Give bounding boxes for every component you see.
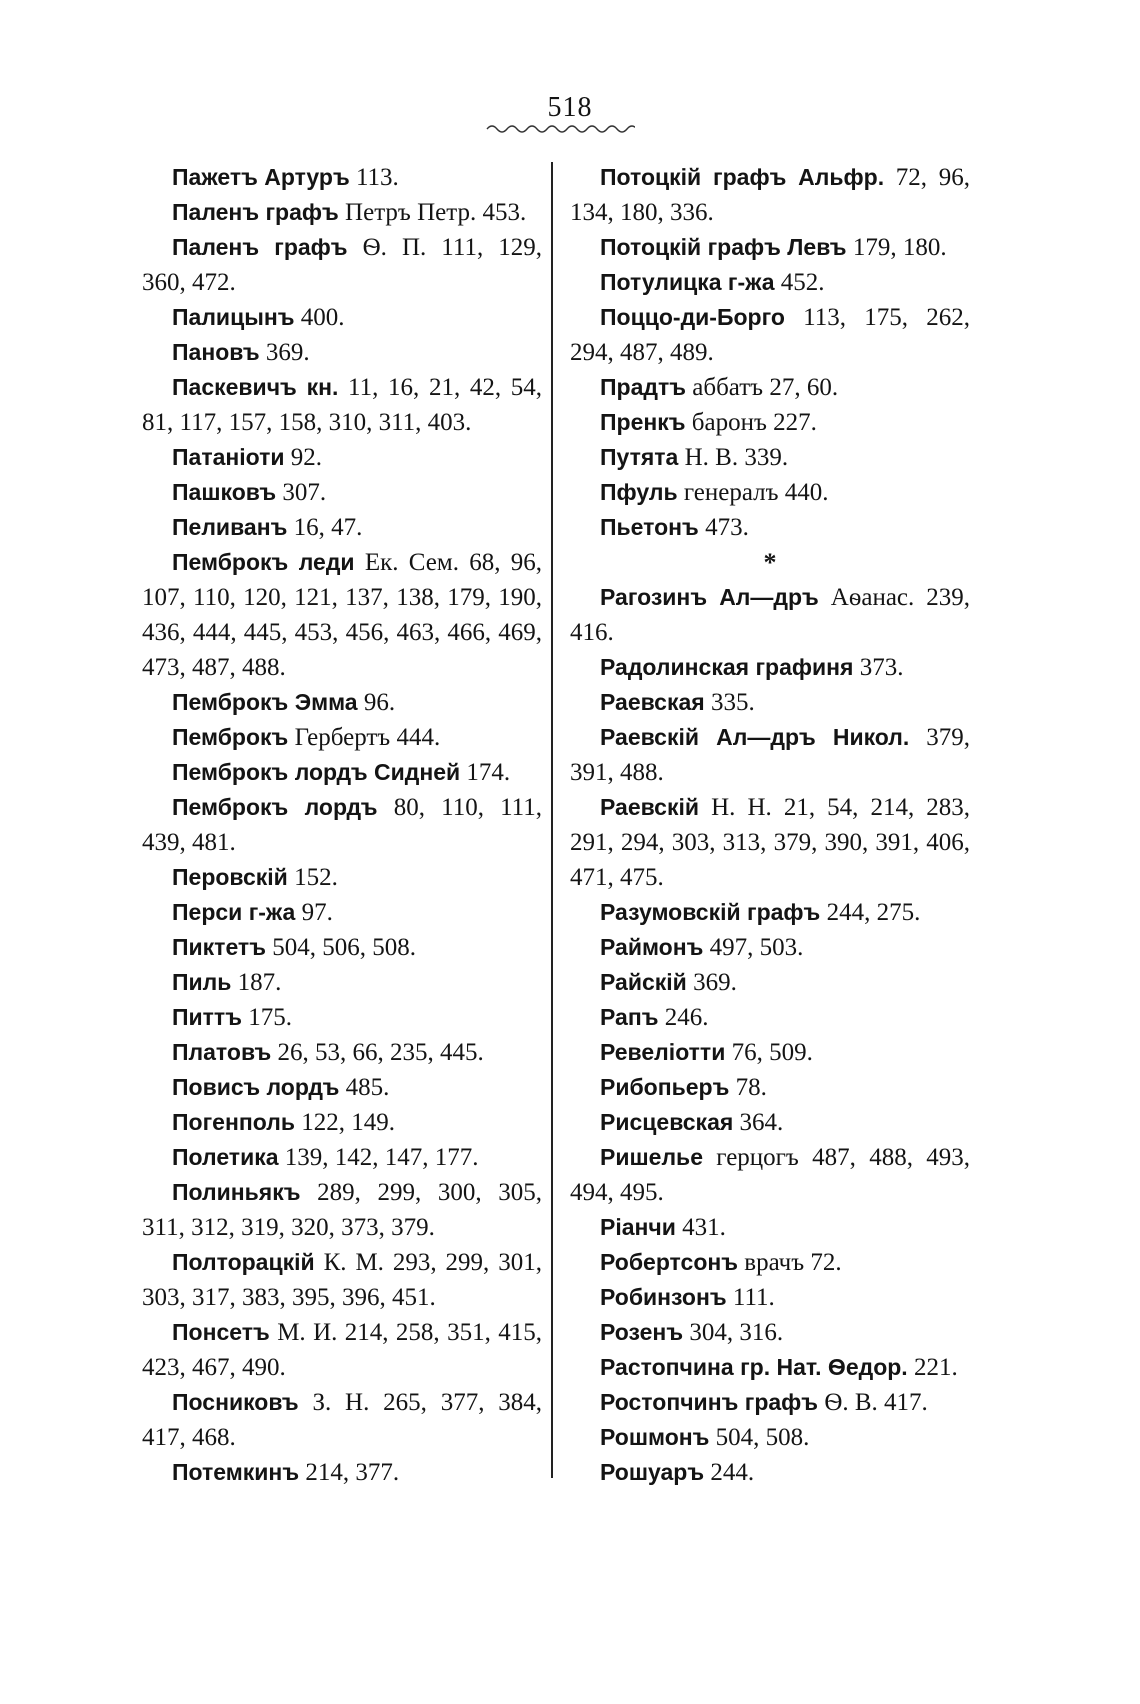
entry-pages: 485. [339,1074,390,1101]
entry-name: Потоцкій графъ Левъ [600,234,847,260]
index-entry [142,790,542,860]
entry-name: Прадтъ [600,374,687,400]
entry-name: Полиньякъ [172,1179,301,1205]
entry-name: Посниковъ [172,1389,299,1415]
entry-name: Путята [600,444,679,470]
entry-name: Погенполь [172,1109,295,1135]
entry-name: Рошмонъ [600,1424,710,1450]
index-entry [142,370,542,440]
index-entry [142,1315,542,1385]
entry-pages: 504, 506, 508. [265,934,416,961]
index-entry [570,405,970,440]
index-entry [142,965,542,1000]
entry-pages: 111. [726,1284,775,1311]
entry-pages: 152. [287,864,338,891]
index-entry [570,510,970,545]
index-entry [570,790,970,895]
entry-name: Пемброкъ [172,724,289,750]
index-column-right [570,160,970,1490]
index-entry [142,510,542,545]
entry-pages: 96. [357,689,396,716]
entry-pages: генералъ 440. [677,479,829,506]
entry-pages: 122, 149. [294,1109,395,1136]
index-entry [570,1245,970,1280]
index-entry [142,755,542,790]
entry-pages: 113. [349,164,399,191]
entry-name: Разумовскій графъ [600,899,821,925]
entry-name: Паленъ графъ [172,234,348,260]
entry-name: Раевская [600,689,705,715]
index-entry [570,440,970,475]
index-entry [570,160,970,230]
entry-pages: Н. Н. 21, 54, 214, 283, 291, 294, 303, 313, 379, 390, 391, 406, 471, 475. [570,794,970,891]
entry-pages: Гербертъ 444. [288,724,441,751]
entry-name: Питтъ [172,1004,242,1030]
index-entry [570,370,970,405]
index-entry [142,160,542,195]
entry-name: Пемброкъ леди [172,549,355,575]
index-entry [142,1140,542,1175]
index-entry [142,1105,542,1140]
entry-pages: 221. [907,1354,958,1381]
entry-pages: 497, 503. [703,934,804,961]
entry-name: Райскій [600,969,687,995]
entry-name: Патаніоти [172,444,285,470]
entry-pages: 246. [658,1004,709,1031]
index-entry [142,230,542,300]
entry-pages: Н. В. 339. [678,444,789,471]
entry-pages: 179, 180. [846,234,947,261]
entry-pages: М. И. 214, 258, 351, 415, 423, 467, 490. [142,1319,542,1381]
index-entry [570,720,970,790]
index-entry [142,1175,542,1245]
entry-pages: 304, 316. [683,1319,784,1346]
entry-name: Пановъ [172,339,260,365]
entry-name: Пемброкъ лордъ Сидней [172,759,461,785]
entry-name: Рапъ [600,1004,659,1030]
entry-name: Потемкинъ [172,1459,300,1485]
entry-pages: 97. [295,899,333,926]
index-entry [570,1315,970,1350]
entry-pages: аббатъ 27, 60. [686,374,839,401]
entry-pages: Аѳанас. 239, 416. [570,584,970,646]
index-entry [570,580,970,650]
entry-name: Ріанчи [600,1214,676,1240]
entry-pages: 139, 142, 147, 177. [278,1144,479,1171]
entry-name: Рибопьеръ [600,1074,730,1100]
entry-name: Рисцевская [600,1109,734,1135]
entry-pages: 80, 110, 111, 439, 481. [142,794,543,856]
entry-name: Рагозинъ Ал—дръ [600,584,819,610]
entry-name: Полетика [172,1144,279,1170]
entry-name: Поццо-ди-Борго [600,304,785,330]
index-entry [142,335,542,370]
entry-name: Рошуаръ [600,1459,705,1485]
index-entry [570,1280,970,1315]
entry-pages: 11, 16, 21, 42, 54, 81, 117, 157, 158, 310, 311, 403. [142,374,542,436]
entry-pages: 214, 377. [299,1459,400,1486]
entry-pages: 335. [704,689,755,716]
entry-pages: 113, 175, 262, 294, 487, 489. [570,304,970,366]
index-entry [142,685,542,720]
entry-name: Пренкъ [600,409,686,435]
entry-name: Робертсонъ [600,1249,739,1275]
index-entry [570,1070,970,1105]
entry-pages: 26, 53, 66, 235, 445. [271,1039,484,1066]
wavy-rule-ornament [485,120,635,138]
entry-pages: Ѳ. В. 417. [818,1389,928,1416]
index-entry [570,930,970,965]
index-entry [570,965,970,1000]
entry-name: Полторацкій [172,1249,315,1275]
entry-name: Потулицка г-жа [600,269,775,295]
entry-pages: 369. [686,969,737,996]
entry-name: Раевскій [600,794,700,820]
entry-name: Розенъ [600,1319,684,1345]
entry-pages: 379, 391, 488. [570,724,971,786]
entry-name: Паленъ графъ [172,199,339,225]
entry-pages: герцогъ 487, 488, 493, 494, 495. [570,1144,970,1206]
index-entry [142,440,542,475]
entry-name: Понсетъ [172,1319,270,1345]
entry-pages: 504, 508. [709,1424,810,1451]
entry-pages: 307. [276,479,327,506]
entry-pages: баронъ 227. [685,409,817,436]
index-entry [142,1000,542,1035]
entry-pages: 364. [733,1109,784,1136]
entry-pages: 16, 47. [287,514,363,541]
index-entry [570,1210,970,1245]
index-entry [142,1245,542,1315]
entry-pages: Петръ Петр. 453. [338,199,527,226]
entry-name: Раевскій Ал—дръ Никол. [600,724,910,750]
index-entry [570,1140,970,1210]
index-entry [570,1350,970,1385]
entry-pages: 400. [294,304,345,331]
entry-name: Платовъ [172,1039,272,1065]
index-entry [142,930,542,965]
index-entry [570,230,970,265]
index-column-left [142,160,542,1490]
index-entry [570,1385,970,1420]
entry-pages: 174. [460,759,511,786]
entry-pages: врачъ 72. [738,1249,842,1276]
index-entry [570,1105,970,1140]
entry-pages: 373. [853,654,904,681]
index-entry [142,545,542,685]
entry-name: Пашковъ [172,479,277,505]
entry-pages: 76, 509. [725,1039,813,1066]
index-entry [570,1455,970,1490]
entry-name: Пемброкъ лордъ [172,794,378,820]
index-entry [570,650,970,685]
entry-name: Палицынъ [172,304,295,330]
entry-pages: 72, 96, 134, 180, 336. [570,164,970,226]
entry-name: Пьетонъ [600,514,699,540]
section-separator: * [763,548,777,577]
entry-name: Раймонъ [600,934,704,960]
entry-pages: 187. [231,969,282,996]
index-entry [142,860,542,895]
index-entry [142,475,542,510]
index-entry [570,300,970,370]
entry-name: Пемброкъ Эмма [172,689,358,715]
entry-name: Ростопчинъ графъ [600,1389,819,1415]
index-entry [570,895,970,930]
index-entry [570,1000,970,1035]
entry-pages: К. М. 293, 299, 301, 303, 317, 383, 395, 396, 451. [142,1249,542,1311]
index-entry [142,895,542,930]
entry-name: Повисъ лордъ [172,1074,340,1100]
index-entry [142,195,542,230]
page-number: 518 [547,92,593,123]
entry-name: Пиль [172,969,232,995]
index-entry [570,475,970,510]
index-entry [570,1035,970,1070]
entry-name: Робинзонъ [600,1284,727,1310]
index-entry [142,1385,542,1455]
index-entry [142,1070,542,1105]
entry-name: Пеливанъ [172,514,288,540]
index-entry [142,300,542,335]
entry-name: Радолинская графиня [600,654,854,680]
entry-pages: 78. [729,1074,767,1101]
entry-name: Ришелье [600,1144,703,1170]
column-divider [551,162,553,1478]
entry-pages: 289, 299, 300, 305, 311, 312, 319, 320, 373, 379. [142,1179,542,1241]
entry-pages: 244, 275. [820,899,921,926]
entry-name: Ревеліотти [600,1039,726,1065]
entry-name: Перси г-жа [172,899,296,925]
entry-name: Пиктетъ [172,934,266,960]
index-entry [142,1035,542,1070]
entry-name: Паскевичъ кн. [172,374,339,400]
entry-pages: 473. [698,514,749,541]
entry-pages: 452. [774,269,825,296]
index-entry [142,1455,542,1490]
entry-name: Перовскій [172,864,288,890]
entry-name: Потоцкій графъ Альфр. [600,164,885,190]
entry-pages: З. Н. 265, 377, 384, 417, 468. [142,1389,542,1451]
entry-pages: 244. [704,1459,755,1486]
index-entry [570,685,970,720]
entry-pages: 431. [675,1214,726,1241]
entry-pages: 175. [241,1004,292,1031]
entry-pages: 92. [284,444,323,471]
entry-name: Пфуль [600,479,678,505]
index-entry [570,265,970,300]
index-entry [570,1420,970,1455]
index-entry [142,720,542,755]
entry-name: Пажетъ Артуръ [172,164,350,190]
entry-name: Растопчина гр. Нат. Ѳедор. [600,1354,908,1380]
entry-pages: Ѳ. П. 111, 129, 360, 472. [142,234,542,296]
entry-pages: 369. [259,339,310,366]
entry-pages: Ек. Сем. 68, 96, 107, 110, 120, 121, 137, 138, 179, 190, 436, 444, 445, 453, 456, 463, 466, 469, 473, 487, 488. [142,549,542,681]
